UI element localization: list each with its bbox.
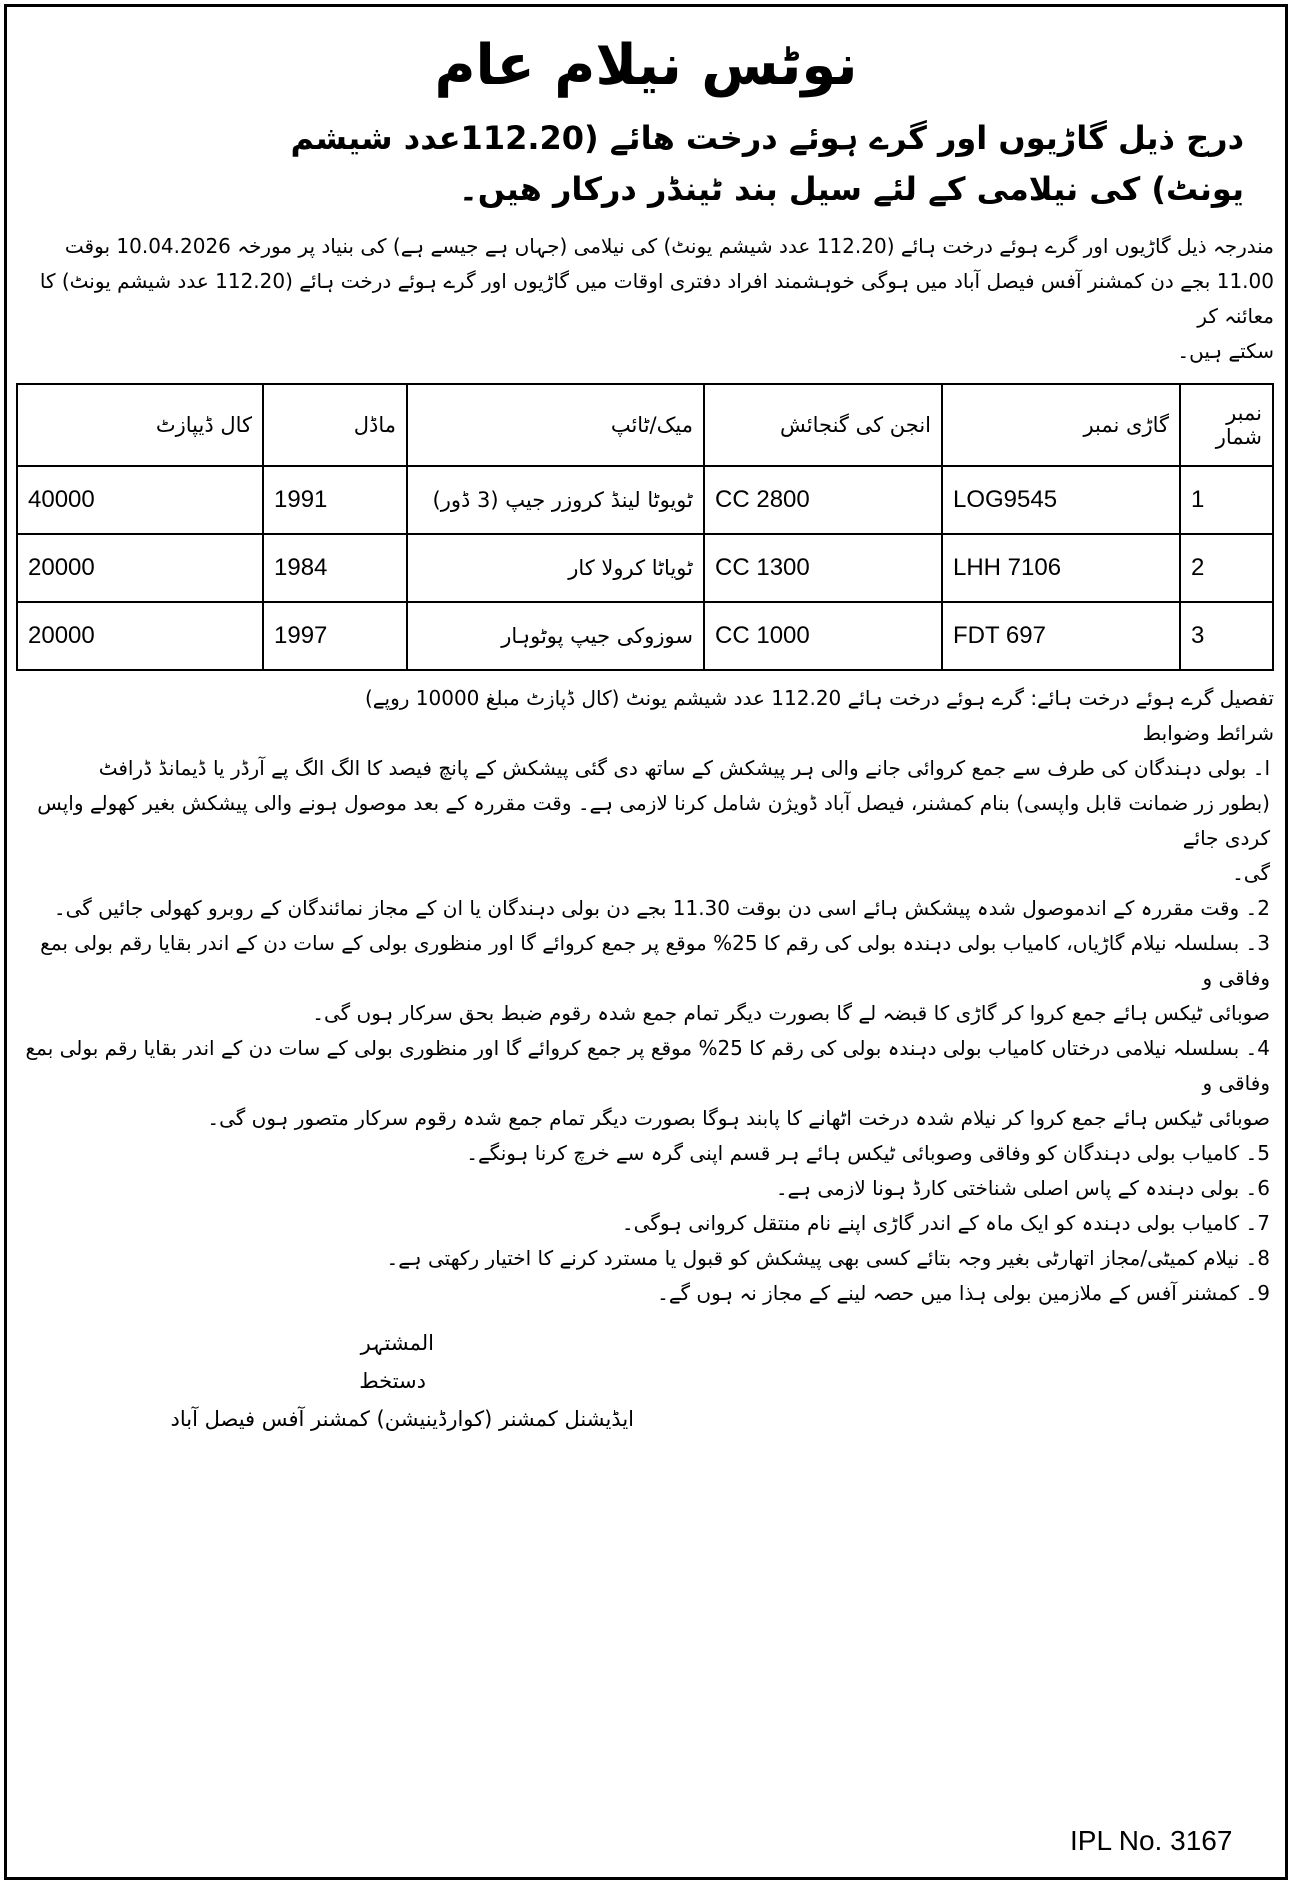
signatory-designation: ایڈیشنل کمشنر (کوارڈینیشن) کمشنر آفس فیصل آباد [170,1406,634,1431]
cell-make: ٹویوٹا لینڈ کروزر جیپ (3 ڈور) [407,466,704,534]
header-serial: نمبر شمار [1180,384,1273,466]
cell-engine: 1300 CC [704,534,942,602]
cell-vehicle-no: LOG9545 [942,466,1180,534]
cell-engine: 1000 CC [704,602,942,670]
cell-deposit: 20000 [17,534,263,602]
cell-model: 1984 [263,534,407,602]
cell-model: 1997 [263,602,407,670]
header-model: ماڈل [263,384,407,466]
header-make: میک/ٹائپ [407,384,704,466]
cell-engine: 2800 CC [704,466,942,534]
term-1-line-2: (بطور زر ضمانت قابل واپسی) بنام کمشنر، فیصل آباد ڈویژن شامل کرنا لازمی ہے۔ وقت مقررہ کے بعد موصول ہونے والی پیشکش بغیر کھولے واپس کردی جائے [37,791,1270,851]
term-1-line-1: ا۔ بولی دہندگان کی طرف سے جمع کروائی جانے والی ہر پیشکش کے ساتھ دی گئی پیشکش کے پانچ فیصد کا الگ الگ پے آرڈر یا ڈیمانڈ ڈرافٹ [98,756,1270,781]
term-1-line-3: گی۔ [1232,861,1270,886]
header-vehicle-no: گاڑی نمبر [942,384,1180,466]
cell-model: 1991 [263,466,407,534]
cell-serial: 2 [1180,534,1273,602]
cell-vehicle-no: FDT 697 [942,602,1180,670]
trees-detail: تفصیل گرے ہوئے درخت ہائے: گرے ہوئے درخت ہائے 112.20 عدد شیشم یونٹ (کال ڈپازٹ مبلغ 10000 روپے) [365,686,1274,711]
term-3-line-1: 3۔ بسلسلہ نیلام گاڑیاں، کامیاب بولی دہندہ بولی کی رقم کا 25% موقع پر جمع کروائے گا اور منظوری بولی کے سات دن کے اندر بقایا رقم بولی بمع وفاقی و [40,931,1270,991]
table-row [17,602,1273,670]
subtitle-line-2: یونٹ) کی نیلامی کے لئے سیل بند ٹینڈر درکار ھیں۔ [459,169,1244,208]
cell-serial: 3 [1180,602,1273,670]
table-header-row [17,384,1273,466]
intro-line-1: مندرجہ ذیل گاڑیوں اور گرے ہوئے درخت ہائے (112.20 عدد شیشم یونٹ) کی نیلامی (جہاں ہے جیسے ہے) کی بنیاد پر مورخہ 10.04.2026 بوقت [64,234,1274,259]
cell-make: ٹویاٹا کرولا کار [407,534,704,602]
header-deposit: کال ڈیپازٹ [17,384,263,466]
vehicles-table [16,383,1274,671]
term-4-line-1: 4۔ بسلسلہ نیلامی درختاں کامیاب بولی دہندہ بولی کی رقم کا 25% موقع پر جمع کروائے گا اور منظوری بولی کے سات دن کے اندر بقایا رقم بولی بمع وفاقی و [25,1036,1270,1096]
table-row [17,534,1273,602]
cell-make: سوزوکی جیپ پوٹوہار [407,602,704,670]
term-3-line-2: صوبائی ٹیکس ہائے جمع کروا کر گاڑی کا قبضہ لے گا بصورت دیگر تمام جمع شدہ رقوم ضبط بحق سرکار ہوں گی۔ [312,1001,1270,1026]
table-row [17,466,1273,534]
term-7: 7۔ کامیاب بولی دہندہ کو ایک ماہ کے اندر گاڑی اپنے نام منتقل کروانی ہوگی۔ [621,1211,1270,1236]
advertiser-label: المشتہر [360,1331,434,1356]
term-4-line-2: صوبائی ٹیکس ہائے جمع کروا کر نیلام شدہ درخت اٹھانے کا پابند ہوگا بصورت دیگر تمام جمع شدہ رقوم سرکار متصور ہوں گی۔ [207,1106,1270,1131]
subtitle-line-1: درج ذیل گاڑیوں اور گرے ہوئے درخت ھائے (112.20عدد شیشم [290,118,1244,157]
cell-serial: 1 [1180,466,1273,534]
cell-deposit: 40000 [17,466,263,534]
intro-line-3: سکتے ہیں۔ [1177,339,1274,364]
terms-heading: شرائط وضوابط [1142,721,1274,746]
term-6: 6۔ بولی دہندہ کے پاس اصلی شناختی کارڈ ہونا لازمی ہے۔ [775,1176,1270,1201]
term-5: 5۔ کامیاب بولی دہندگان کو وفاقی وصوبائی ٹیکس ہائے ہر قسم اپنی گرہ سے خرچ کرنا ہونگے۔ [466,1141,1270,1166]
cell-vehicle-no: LHH 7106 [942,534,1180,602]
term-8: 8۔ نیلام کمیٹی/مجاز اتھارٹی بغیر وجہ بتائے کسی بھی پیشکش کو قبول یا مسترد کرنے کا اختیار رکھتی ہے۔ [386,1246,1270,1271]
signature-label: دستخط [359,1368,426,1393]
header-engine: انجن کی گنجائش [704,384,942,466]
notice-content [18,30,1274,1439]
intro-line-2: 11.00 بجے دن کمشنر آفس فیصل آباد میں ہوگی خوہشمند افراد دفتری اوقات میں گاڑیوں اور گرے ہوئے درخت ہائے (112.20 عدد شیشم یونٹ) کا معائنہ کر [39,269,1274,329]
term-9: 9۔ کمشنر آفس کے ملازمین بولی ہذا میں حصہ لینے کے مجاز نہ ہوں گے۔ [657,1281,1270,1306]
term-2: 2۔ وقت مقررہ کے اندموصول شدہ پیشکش ہائے اسی دن بوقت 11.30 بجے دن بولی دہندگان یا ان کے مجاز نمائندگان کے روبرو کھولی جائیں گی۔ [53,896,1270,921]
ipl-number: IPL No. 3167 [1070,1825,1233,1856]
notice-title: نوٹس نیلام عام [434,33,858,98]
cell-deposit: 20000 [17,602,263,670]
